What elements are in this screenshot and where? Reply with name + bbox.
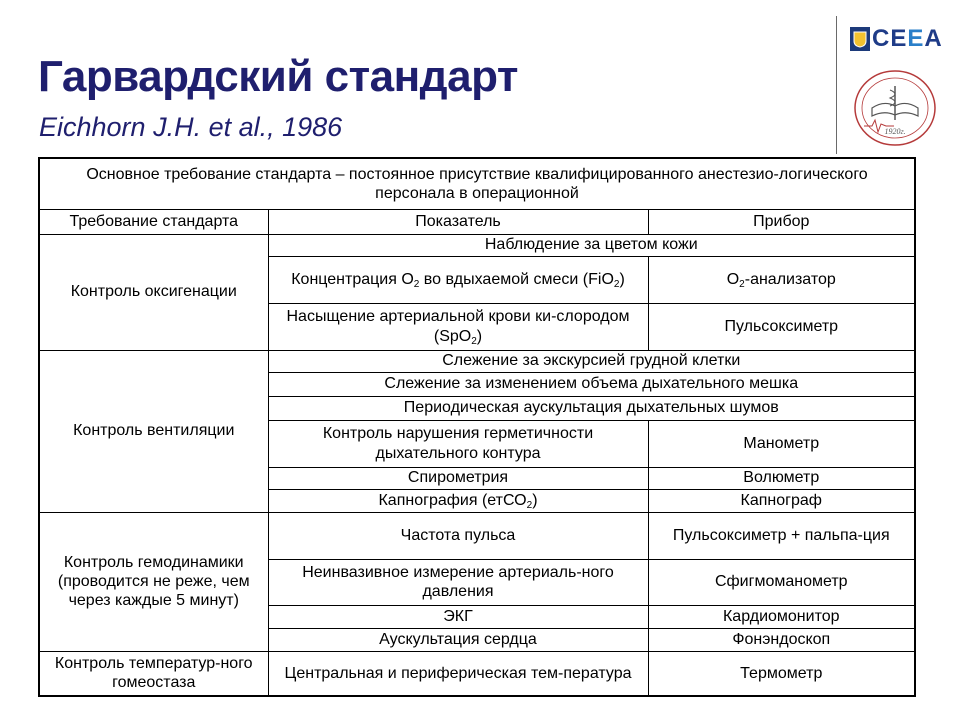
- pulse-oximeter-cell: Пульсоксиметр: [648, 303, 915, 350]
- bag-volume-cell: Слежение за изменением объема дыхательного мешка: [268, 372, 915, 396]
- pulse-device-cell: Пульсоксиметр + пальпа-ция: [648, 512, 915, 559]
- ceea-logo-text: [872, 25, 943, 53]
- header-divider: [836, 16, 837, 154]
- society-seal-logo: [850, 68, 940, 148]
- fio2-text: Концентрация О: [291, 270, 414, 288]
- fio2-cell: [268, 256, 648, 303]
- skin-color-cell: Наблюдение за цветом кожи: [268, 234, 915, 256]
- table-row: [39, 651, 915, 696]
- cardiomonitor-cell: Кардиомонитор: [648, 605, 915, 628]
- ventilation-label: Контроль вентиляции: [39, 350, 268, 512]
- table-row: [39, 512, 915, 559]
- harvard-standard-table: [38, 157, 916, 697]
- spo2-subscript: 2: [471, 335, 477, 347]
- fio2-subscript: 2: [613, 278, 620, 290]
- header-requirement: Требование стандарта: [39, 209, 268, 234]
- capnograph-cell: Капнограф: [648, 489, 915, 512]
- spo2-cell: [268, 303, 648, 350]
- o2-analyzer-cell: [648, 256, 915, 303]
- slide-title: Гарвардский стандарт: [38, 52, 518, 101]
- temperature-cell: Центральная и периферическая тем-пература: [268, 651, 648, 696]
- header-device: Прибор: [648, 209, 915, 234]
- table-row: [39, 158, 915, 209]
- fio2-text-end: ): [619, 270, 625, 288]
- thermometer-cell: Термометр: [648, 651, 915, 696]
- capnography-subscript: 2: [526, 499, 533, 511]
- ceea-logo: [850, 25, 943, 53]
- chest-excursion-cell: Слежение за экскурсией грудной клетки: [268, 350, 915, 372]
- capnography-cell: [268, 489, 648, 512]
- pulse-rate-cell: Частота пульса: [268, 512, 648, 559]
- circuit-leak-cell: Контроль нарушения герметичности дыхательного контура: [268, 420, 648, 467]
- temperature-label: Контроль температур-ного гомеостаза: [39, 651, 268, 696]
- table-row: [39, 350, 915, 372]
- ceea-letter: C: [872, 25, 891, 52]
- fio2-text-mid: во вдыхаемой смеси (FiO: [419, 270, 614, 288]
- analyzer-text: O: [726, 270, 740, 288]
- heart-auscultation-cell: Аускультация сердца: [268, 628, 648, 651]
- table-row: [39, 234, 915, 256]
- ceea-letter: A: [924, 25, 943, 52]
- oxygenation-label: Контроль оксигенации: [39, 234, 268, 350]
- spo2-text-end: ): [476, 327, 483, 345]
- volumeter-cell: Волюметр: [648, 467, 915, 489]
- hemodynamics-label: Контроль гемодинамики (проводится не реже, чем через каждые 5 минут): [39, 512, 268, 651]
- spo2-text: Насыщение артериальной крови ки-слородом (SpO: [286, 308, 630, 345]
- analyzer-text-end: -анализатор: [744, 270, 836, 288]
- seal-emblem-icon: [850, 68, 940, 148]
- slide-subtitle: Eichhorn J.H. et al., 1986: [39, 112, 343, 142]
- ceea-letter: E: [890, 25, 908, 52]
- ecg-cell: ЭКГ: [268, 605, 648, 628]
- spirometry-cell: Спирометрия: [268, 467, 648, 489]
- analyzer-subscript: 2: [739, 278, 745, 290]
- phonendoscope-cell: Фонэндоскоп: [648, 628, 915, 651]
- blood-pressure-cell: Неинвазивное измерение артериаль-ного давления: [268, 559, 648, 605]
- table-header-row: [39, 209, 915, 234]
- capnography-text-end: ): [532, 491, 538, 509]
- breath-auscultation-cell: Периодическая аускультация дыхательных шумов: [268, 396, 915, 420]
- fio2-subscript: 2: [413, 278, 420, 290]
- header-indicator: Показатель: [268, 209, 648, 234]
- intro-cell: Основное требование стандарта – постоянное присутствие квалифицированного анестезио-логического персонала в операционной: [39, 158, 915, 209]
- ceea-emblem-icon: [850, 27, 870, 51]
- seal-year: 1920г.: [884, 127, 906, 136]
- ceea-letter: E: [907, 25, 925, 52]
- manometer-cell: Манометр: [648, 420, 915, 467]
- capnography-text: Капнография (етСО: [378, 491, 527, 509]
- sphygmomanometer-cell: Сфигмоманометр: [648, 559, 915, 605]
